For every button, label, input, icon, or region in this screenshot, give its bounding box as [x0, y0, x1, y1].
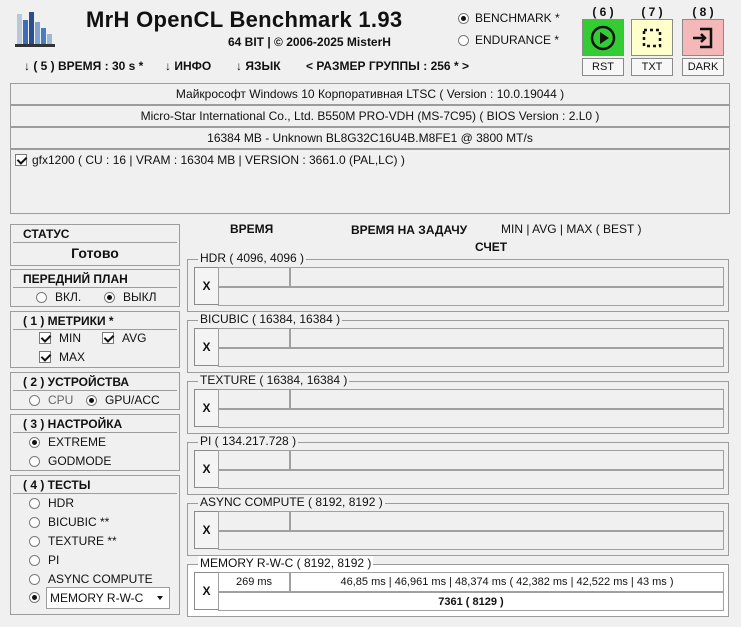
play-icon[interactable]: [582, 19, 624, 56]
tuning-extreme-radio[interactable]: EXTREME: [29, 435, 106, 449]
radio-icon: [29, 456, 40, 467]
menu-info[interactable]: ↓ ИНФО: [165, 59, 212, 73]
result-async-compute: ASYNC COMPUTE ( 8192, 8192 ) X: [187, 503, 729, 556]
status-value: Готово: [71, 245, 119, 261]
clear-result-button[interactable]: X: [194, 267, 219, 305]
result-detail: [290, 328, 724, 348]
rst-button[interactable]: RST: [582, 58, 624, 76]
result-detail: 46,85 ms | 46,961 ms | 48,374 ms ( 42,382 ms | 42,522 ms | 43 ms ): [290, 572, 724, 592]
mode-endurance-radio[interactable]: ENDURANCE *: [458, 33, 559, 47]
app-subtitle: 64 BIT | © 2006-2025 MisterH: [228, 35, 391, 49]
metrics-header: ( 1 ) МЕТРИКИ *: [13, 314, 177, 330]
device-item[interactable]: gfx1200 ( CU : 16 | VRAM : 16304 MB | VERSION : 3661.0 (PAL,LC) ): [11, 150, 729, 167]
status-panel: [10, 224, 180, 266]
result-detail: [290, 450, 724, 470]
column-score: СЧЕТ: [475, 240, 508, 254]
metric-avg-checkbox[interactable]: AVG: [102, 331, 146, 345]
device-gpu-radio[interactable]: GPU/ACC: [86, 393, 160, 407]
metric-min-checkbox[interactable]: MIN: [39, 331, 81, 345]
radio-icon: [29, 395, 40, 406]
tuning-header: ( 3 ) НАСТРОЙКА: [13, 417, 177, 433]
foreground-header: ПЕРЕДНИЙ ПЛАН: [13, 272, 177, 288]
radio-icon: [458, 13, 469, 24]
dark-button-group: ( 8 ) DARK: [682, 5, 724, 76]
result-hdr: HDR ( 4096, 4096 ) X: [187, 259, 729, 312]
radio-icon: [29, 498, 40, 509]
test-bicubic-radio[interactable]: BICUBIC **: [29, 515, 109, 529]
status-header: СТАТУС: [13, 227, 177, 243]
radio-icon: [104, 292, 115, 303]
result-score: [218, 409, 724, 428]
radio-icon: [29, 592, 40, 603]
result-score: [218, 348, 724, 367]
rst-button-group: ( 6 ) RST: [582, 5, 624, 76]
radio-icon: [458, 35, 469, 46]
result-time: [218, 450, 290, 470]
result-time: [218, 511, 290, 531]
radio-icon: [29, 437, 40, 448]
tests-header: ( 4 ) ТЕСТЫ: [13, 478, 177, 494]
test-hdr-radio[interactable]: HDR: [29, 496, 74, 510]
menu-time[interactable]: ↓ ( 5 ) ВРЕМЯ : 30 s *: [24, 59, 144, 73]
result-score: 7361 ( 8129 ): [218, 592, 724, 611]
column-minavgmax: MIN | AVG | MAX ( BEST ): [501, 222, 642, 236]
result-pi: PI ( 134.217.728 ) X: [187, 442, 729, 495]
result-time: [218, 389, 290, 409]
metrics-panel: [10, 311, 180, 368]
checkbox-icon: [102, 332, 114, 344]
checkbox-icon: [39, 351, 51, 363]
checkbox-icon[interactable]: [15, 154, 27, 166]
test-memory-radio[interactable]: [29, 592, 40, 603]
result-time: [218, 267, 290, 287]
app-logo: [14, 8, 58, 48]
result-score: [218, 470, 724, 489]
exit-icon[interactable]: [682, 19, 724, 56]
radio-icon: [29, 517, 40, 528]
clear-result-button[interactable]: X: [194, 572, 219, 610]
result-detail: [290, 511, 724, 531]
test-memory-select[interactable]: MEMORY R-W-C: [46, 587, 170, 609]
result-time: [218, 328, 290, 348]
result-detail: [290, 389, 724, 409]
radio-icon: [29, 555, 40, 566]
clear-result-button[interactable]: X: [194, 450, 219, 488]
app-title: MrH OpenCL Benchmark 1.93: [86, 7, 403, 32]
menu-language[interactable]: ↓ ЯЗЫК: [236, 59, 281, 73]
clear-result-button[interactable]: X: [194, 389, 219, 427]
os-info: Майкрософт Windows 10 Корпоративная LTSC ( Version : 10.0.19044 ): [10, 83, 730, 105]
foreground-off-radio[interactable]: ВЫКЛ: [104, 290, 157, 304]
dark-button[interactable]: DARK: [682, 58, 724, 76]
radio-icon: [36, 292, 47, 303]
txt-button-group: ( 7 ) TXT: [631, 5, 673, 76]
foreground-on-radio[interactable]: ВКЛ.: [36, 290, 81, 304]
devices-header: ( 2 ) УСТРОЙСТВА: [13, 375, 177, 391]
menu-group-size[interactable]: < РАЗМЕР ГРУППЫ : 256 * >: [306, 59, 469, 73]
metric-max-checkbox[interactable]: MAX: [39, 350, 85, 364]
test-texture-radio[interactable]: TEXTURE **: [29, 534, 117, 548]
radio-icon: [29, 536, 40, 547]
txt-button[interactable]: TXT: [631, 58, 673, 76]
memory-info: 16384 MB - Unknown BL8G32C16U4B.M8FE1 @ 3800 MT/s: [10, 127, 730, 149]
tuning-godmode-radio[interactable]: GODMODE: [29, 454, 111, 468]
clear-result-button[interactable]: X: [194, 328, 219, 366]
result-time: 269 ms: [218, 572, 290, 592]
test-async-radio[interactable]: ASYNC COMPUTE: [29, 572, 153, 586]
clear-result-button[interactable]: X: [194, 511, 219, 549]
device-list: [10, 149, 730, 214]
chevron-down-icon: [157, 596, 163, 600]
result-score: [218, 531, 724, 550]
checkbox-icon: [39, 332, 51, 344]
radio-icon: [86, 395, 97, 406]
radio-icon: [29, 574, 40, 585]
result-memory-rwc: MEMORY R-W-C ( 8192, 8192 ) X 269 ms 46,85 ms | 46,961 ms | 48,374 ms ( 42,382 ms | 42,522 ms | 43 ms ) 7361 ( 8129 ): [187, 564, 729, 617]
result-texture: TEXTURE ( 16384, 16384 ) X: [187, 381, 729, 434]
test-pi-radio[interactable]: PI: [29, 553, 59, 567]
result-bicubic: BICUBIC ( 16384, 16384 ) X: [187, 320, 729, 373]
column-time-per-task: ВРЕМЯ НА ЗАДАЧУ: [351, 223, 468, 237]
column-time: ВРЕМЯ: [230, 222, 274, 236]
select-area-icon[interactable]: [631, 19, 673, 56]
result-score: [218, 287, 724, 306]
mode-benchmark-radio[interactable]: BENCHMARK *: [458, 11, 560, 25]
result-detail: [290, 267, 724, 287]
board-info: Micro-Star International Co., Ltd. B550M PRO-VDH (MS-7C95) ( BIOS Version : 2.L0 ): [10, 105, 730, 127]
device-cpu-radio[interactable]: CPU: [29, 393, 73, 407]
